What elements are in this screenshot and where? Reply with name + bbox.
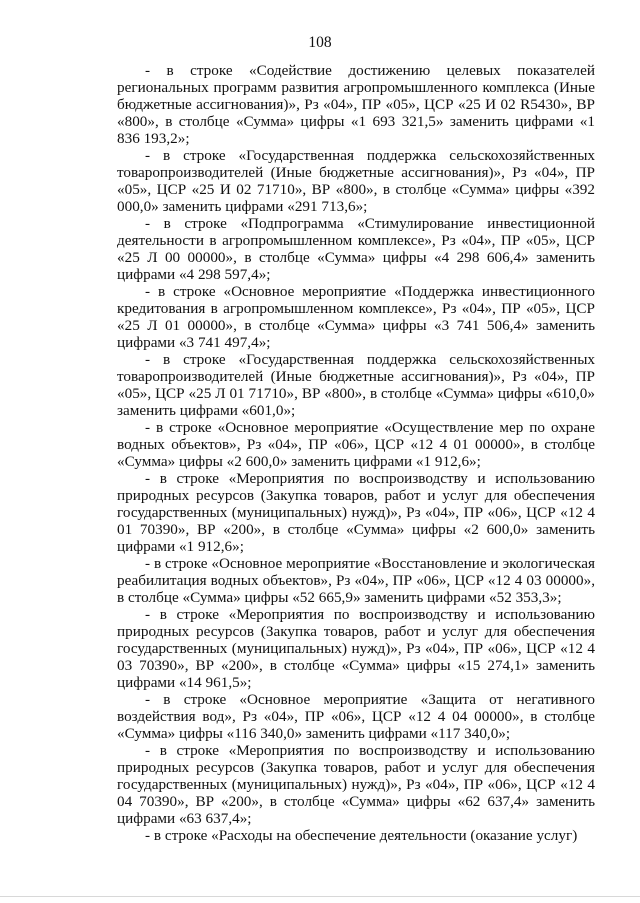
paragraph-11: - в строке «Мероприятия по воспроизводству и использованию природных ресурсов (Закупка товаров, работ и услуг для обеспечения государственных (муниципальных) нужд)», Рз «04», ПР «06», ЦСР «12 4 04 70390», ВР «200», в столбце «Сумма» цифры «62 637,4» заменить цифрами «63 637,4»;	[117, 742, 595, 827]
paragraph-9: - в строке «Мероприятия по воспроизводству и использованию природных ресурсов (Закупка товаров, работ и услуг для обеспечения государственных (муниципальных) нужд)», Рз «04», ПР «06», ЦСР «12 4 03 70390», ВР «200», в столбце «Сумма» цифры «15 274,1» заменить цифрами «14 961,5»;	[117, 606, 595, 691]
paragraph-8: - в строке «Основное мероприятие «Восстановление и экологическая реабилитация водных объектов», Рз «04», ПР «06», ЦСР «12 4 03 00000», в столбце «Сумма» цифры «52 665,9» заменить цифрами «52 353,3»;	[117, 555, 595, 606]
page-number: 108	[308, 34, 332, 51]
paragraph-12: - в строке «Расходы на обеспечение деятельности (оказание услуг)	[145, 827, 578, 844]
paragraph-5: - в строке «Государственная поддержка сельскохозяйственных товаропроизводителей (Иные бюджетные ассигнования)», Рз «04», ПР «05», ЦСР «25 Л 01 71710», ВР «800», в столбце «Сумма» цифры «610,0» заменить цифрами «601,0»;	[117, 351, 595, 419]
paragraph-3: - в строке «Подпрограмма «Стимулирование инвестиционной деятельности в агропромышленном комплексе», Рз «04», ПР «05», ЦСР «25 Л 00 00000», в столбце «Сумма» цифры «4 298 606,4» заменить цифрами «4 298 597,4»;	[117, 215, 595, 283]
paragraph-2: - в строке «Государственная поддержка сельскохозяйственных товаропроизводителей (Иные бюджетные ассигнования)», Рз «04», ПР «05», ЦСР «25 И 02 71710», ВР «800», в столбце «Сумма» цифры «392 000,0» заменить цифрами «291 713,6»;	[117, 147, 595, 215]
document-body	[117, 62, 595, 844]
paragraph-7: - в строке «Мероприятия по воспроизводству и использованию природных ресурсов (Закупка товаров, работ и услуг для обеспечения государственных (муниципальных) нужд)», Рз «04», ПР «06», ЦСР «12 4 01 70390», ВР «200», в столбце «Сумма» цифры «2 600,0» заменить цифрами «1 912,6»;	[117, 470, 595, 555]
paragraph-6: - в строке «Основное мероприятие «Осуществление мер по охране водных объектов», Рз «04», ПР «06», ЦСР «12 4 01 00000», в столбце «Сумма» цифры «2 600,0» заменить цифрами «1 912,6»;	[117, 419, 595, 470]
paragraph-1: - в строке «Содействие достижению целевых показателей региональных программ развития агропромышленного комплекса (Иные бюджетные ассигнования)», Рз «04», ПР «05», ЦСР «25 И 02 R5430», ВР «800», в столбце «Сумма» цифры «1 693 321,5» заменить цифрами «1 836 193,2»;	[117, 62, 595, 147]
paragraph-4: - в строке «Основное мероприятие «Поддержка инвестиционного кредитования в агропромышленном комплексе», Рз «04», ПР «05», ЦСР «25 Л 01 00000», в столбце «Сумма» цифры «3 741 506,4» заменить цифрами «3 741 497,4»;	[117, 283, 595, 351]
paragraph-10: - в строке «Основное мероприятие «Защита от негативного воздействия вод», Рз «04», ПР «06», ЦСР «12 4 04 00000», в столбце «Сумма» цифры «116 340,0» заменить цифрами «117 340,0»;	[117, 691, 595, 742]
page-bottom-divider	[0, 896, 640, 897]
